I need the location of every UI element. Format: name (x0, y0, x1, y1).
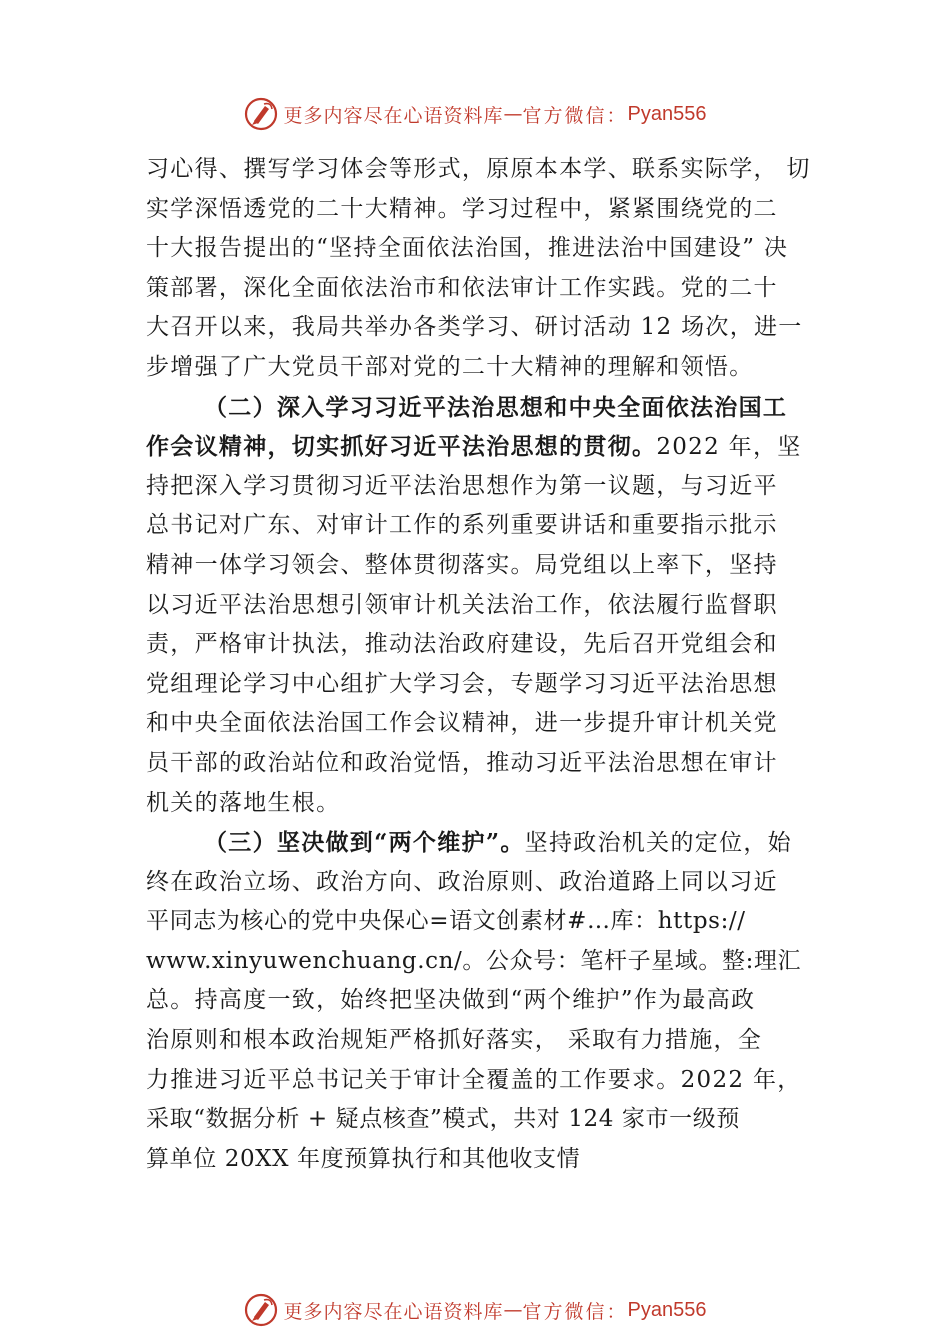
document-body (146, 150, 816, 1179)
paragraph-line (146, 823, 816, 863)
banner-wechat-id: Pyan556 (627, 102, 707, 125)
paragraph-text: 2022 年，坚 (656, 434, 802, 461)
banner-wechat-label: 官方微信： (522, 1300, 628, 1323)
paragraph-line: 算单位 20XX 年度预算执行和其他收支情 (146, 1145, 581, 1172)
section-heading-2-cont: 作会议精神，切实抓好习近平法治思想的贯彻。 (146, 433, 657, 461)
banner-separator: — (503, 1299, 523, 1321)
paragraph-line: 采取“数据分析 + 疑点核查”模式，共对 124 家市一级预 (146, 1106, 740, 1133)
paragraph-line: 终在政治立场、政治方向、政治原则、政治道路上同以习近 (146, 868, 778, 895)
paragraph-line: 十大报告提出的“坚持全面依法治国，推进法治中国建设” 决 (146, 235, 789, 262)
banner-wechat-id: Pyan556 (627, 1298, 707, 1321)
paragraph-line: 力推进习近平总书记关于审计全覆盖的工作要求。2022 年， (146, 1066, 802, 1093)
paragraph-line: 步增强了广大党员干部对党的二十大精神的理解和领悟。 (146, 353, 754, 380)
paragraph-line: 平同志为核心的党中央保心=语文创素材#…库：https:// (146, 908, 746, 935)
banner-title: 更多内容尽在心语资料库 (283, 1300, 504, 1323)
banner-wechat-label: 官方微信： (522, 104, 628, 127)
paragraph-line: 责，严格审计执法，推动法治政府建设，先后召开党组会和 (146, 631, 778, 658)
paragraph-line: 总书记对广东、对审计工作的系列重要讲话和重要指示批示 (146, 512, 778, 539)
paragraph-line: 员干部的政治站位和政治觉悟，推动习近平法治思想在审计 (146, 749, 778, 776)
paragraph-line (146, 427, 816, 467)
paragraph-line: 以习近平法治思想引领审计机关法治工作，依法履行监督职 (146, 591, 778, 618)
paragraph-line: 和中央全面依法治国工作会议精神，进一步提升审计机关党 (146, 710, 778, 737)
section-heading-3: （三）坚决做到“两个维护”。 (204, 829, 525, 857)
paragraph-line: 习心得、撰写学习体会等形式，原原本本学、联系实际学， 切 (146, 156, 811, 182)
paragraph-line: www.xinyuwenchuang.cn/。公众号：笔杆子星域。整:理汇 (146, 947, 802, 974)
paragraph-line: 实学深悟透党的二十大精神。学习过程中，紧紧围绕党的二 (146, 195, 778, 222)
paragraph-line: 总。持高度一致，始终把坚决做到“两个维护”作为最高政 (146, 987, 756, 1014)
paragraph-text: 坚持政治机关的定位，始 (524, 830, 792, 857)
banner-title: 更多内容尽在心语资料库 (283, 104, 504, 127)
banner-separator: — (503, 103, 523, 125)
paragraph-line: 党组理论学习中心组扩大学习会，专题学习习近平法治思想 (146, 670, 778, 697)
pen-nib-logo-icon (244, 1293, 278, 1327)
section-heading-2: （二）深入学习习近平法治思想和中央全面依法治国工 (204, 393, 788, 421)
paragraph-line: 策部署，深化全面依法治市和依法审计工作实践。党的二十 (146, 274, 778, 301)
header-banner (0, 94, 950, 134)
paragraph-line: 治原则和根本政治规矩严格抓好落实， 采取有力措施，全 (146, 1027, 763, 1054)
paragraph-line: 精神一体学习领会、整体贯彻落实。局党组以上率下，坚持 (146, 551, 778, 578)
pen-nib-logo-icon (244, 97, 278, 131)
footer-banner (0, 1290, 950, 1330)
paragraph-line: 持把深入学习贯彻习近平法治思想作为第一议题，与习近平 (146, 472, 778, 499)
paragraph-line: 机关的落地生根。 (146, 789, 341, 816)
paragraph-line: 大召开以来，我局共举办各类学习、研讨活动 12 场次，进一 (146, 314, 803, 341)
